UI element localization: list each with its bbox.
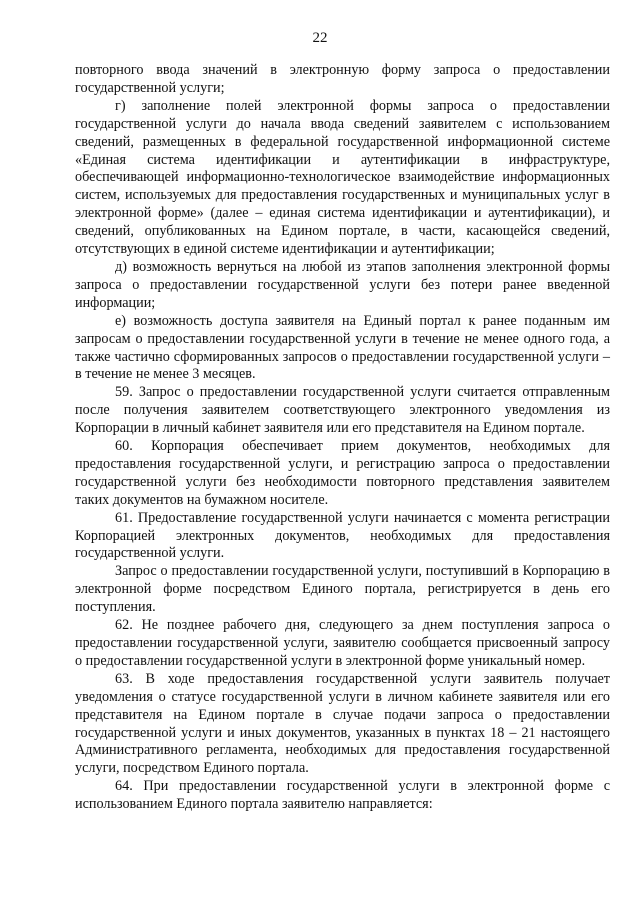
paragraph-item-d: д) возможность вернуться на любой из этапов заполнения электронной формы запроса о предоставлении государственной услуги без потери ранее введенной информации;: [75, 258, 610, 311]
paragraph-continuation: повторного ввода значений в электронную форму запроса о предоставлении государственной услуги;: [75, 62, 610, 96]
paragraph-62: 62. Не позднее рабочего дня, следующего за днем поступления запроса о предоставлении государственной услуги, заявителю сообщается присвоенный запросу о предоставлении государственной услуги в электронной форме уникальный номер.: [75, 617, 610, 669]
page-number: 22: [312, 30, 328, 46]
document-body: [75, 62, 610, 814]
paragraph-61: 61. Предоставление государственной услуги начинается с момента регистрации Корпорацией электронных документов, необходимых для предоставления государственной услуги.: [75, 509, 610, 562]
paragraph-item-g: г) заполнение полей электронной формы запроса о предоставлении государственной услуги до начала ввода сведений заявителем с использованием сведений, размещенных в федеральной государственной информационной системе «Единая система идентификации и аутентификации в инфраструктуре, обеспечивающей информационно-технологическое взаимодействие информационных систем, используемых для предоставления государственных и муниципальных услуг в электронной форме» (далее – единая система идентификации и аутентификации), и сведений, опубликованных на Едином портале, в части, касающейся сведений, отсутствующих в единой системе идентификации и аутентификации;: [75, 97, 610, 258]
paragraph-61-request: Запрос о предоставлении государственной услуги, поступивший в Корпорацию в электронной форме посредством Единого портала, регистрируется в день его поступления.: [75, 563, 610, 616]
paragraph-59: 59. Запрос о предоставлении государственной услуги считается отправленным после получения заявителем соответствующего электронного уведомления из Корпорации в личный кабинет заявителя или его представителя на Едином портале.: [75, 384, 610, 437]
paragraph-64: 64. При предоставлении государственной услуги в электронной форме с использованием Единого портала заявителю направляется:: [75, 778, 610, 813]
paragraph-item-e: е) возможность доступа заявителя на Единый портал к ранее поданным им запросам о предоставлении государственной услуги в течение не менее одного года, а также частично сформированных запросов о предоставлении государственной услуги – в течение не менее 3 месяцев.: [75, 312, 610, 383]
paragraph-63: 63. В ходе предоставления государственной услуги заявитель получает уведомления о статусе государственной услуги в личном кабинете заявителя или его представителя на Едином портале в случае подачи запроса о предоставлении государственной услуги и иных документов, указанных в пунктах 18 – 21 настоящего Административного регламента, необходимых для предоставления государственной услуги, посредством Единого портала.: [75, 670, 610, 777]
paragraph-60: 60. Корпорация обеспечивает прием документов, необходимых для предоставления государственной услуги, и регистрацию запроса о предоставлении государственной услуги без необходимости повторного представления заявителем таких документов на бумажном носителе.: [75, 438, 610, 508]
